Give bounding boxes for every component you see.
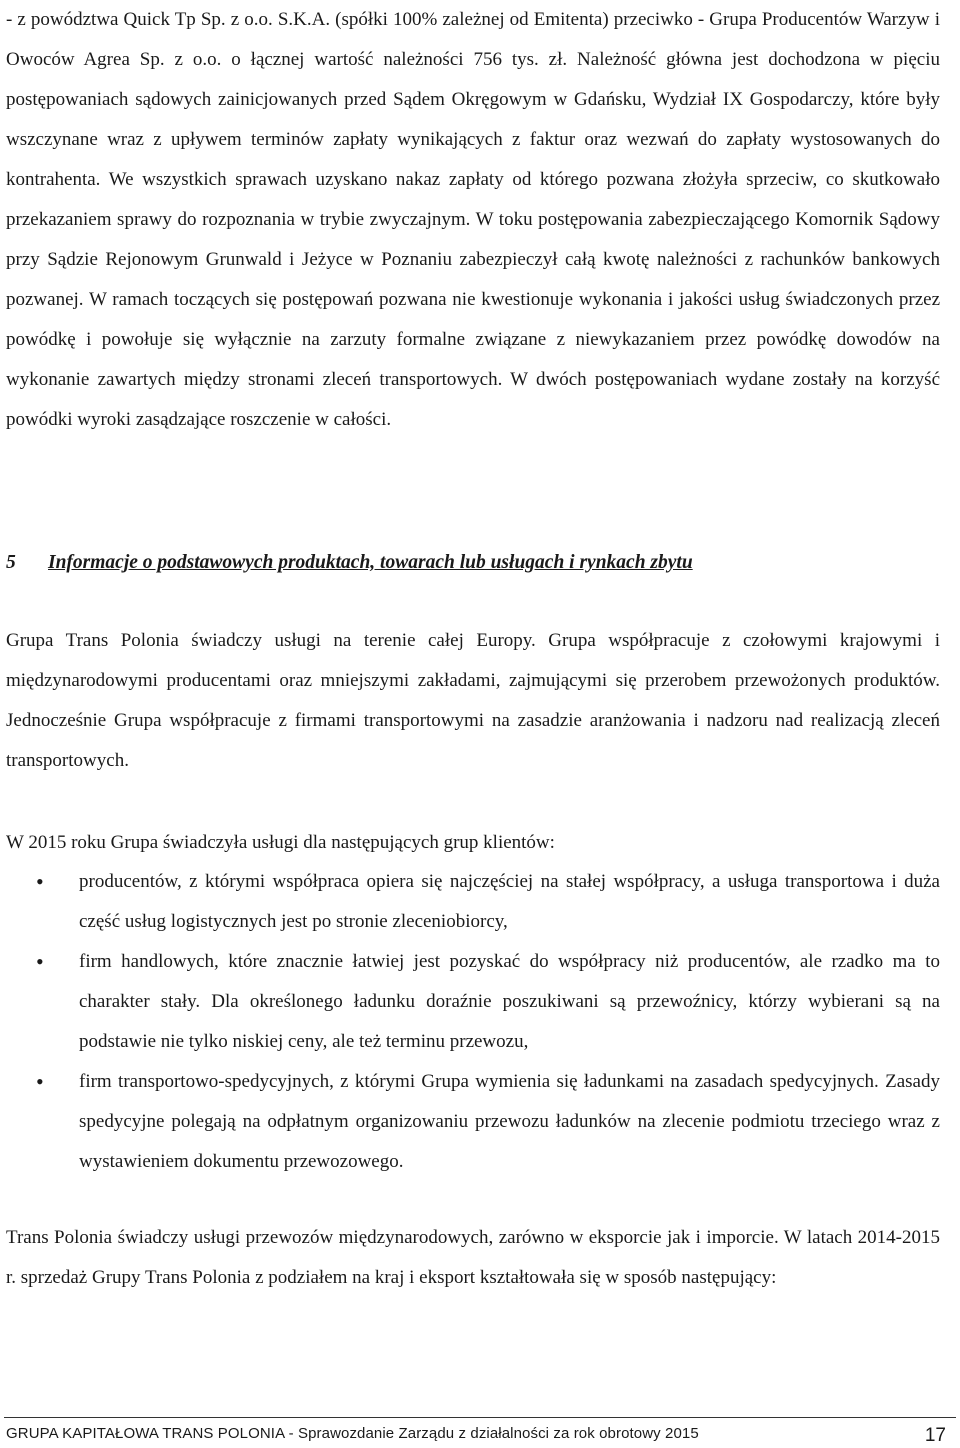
client-groups-list <box>6 862 940 1182</box>
section-heading <box>6 548 940 578</box>
list-item <box>6 942 940 1062</box>
paragraph-litigation: - z powództwa Quick Tp Sp. z o.o. S.K.A. (spółki 100% zależnej od Emitenta) przeciwko - Grupa Producentów Warzyw i Owoców Agrea Sp. z o.o. o łącznej wartość należności 756 tys. zł. Należność główna jest dochodzona w pięciu postępowaniach sądowych zainicjowanych przed Sądem Okręgowym w Gdańsku, Wydział IX Gospodarczy, które były wszczynane wraz z upływem terminów zapłaty wynikających z faktur oraz wezwań do zapłaty wystosowanych do kontrahenta. We wszystkich sprawach uzyskano nakaz zapłaty od którego pozwana złożyła sprzeciw, co skutkowało przekazaniem sprawy do rozpoznania w trybie zwyczajnym. W toku postępowania zabezpieczającego Komornik Sądowy przy Sądzie Rejonowym Grunwald i Jeżyce w Poznaniu zabezpieczył całą kwotę należności z rachunków bankowych pozwanej. W ramach toczących się postępowań pozwana nie kwestionuje wykonania i jakości usług świadczonych przez powódkę i powołuje się wyłącznie na zarzuty formalne związane z niewykazaniem przez powódkę dowodów na wykonanie zawartych między stronami zleceń transportowych. W dwóch postępowaniach wydane zostały na korzyść powódki wyroki zasądzające roszczenie w całości. <box>6 9 940 430</box>
bullet-icon: • <box>36 949 44 974</box>
footer-title: GRUPA KAPITAŁOWA TRANS POLONIA - Sprawozdanie Zarządu z działalności za rok obrotowy 2015 <box>6 1425 699 1442</box>
bullet-icon: • <box>36 869 44 894</box>
bullet-icon: • <box>36 1069 44 1094</box>
footer-divider <box>4 1417 956 1418</box>
paragraph-clients-intro: W 2015 roku Grupa świadczyła usługi dla następujących grup klientów: <box>6 832 555 853</box>
section-title: Informacje o podstawowych produktach, towarach lub usługach i rynkach zbytu <box>48 552 693 573</box>
page-number: 17 <box>924 1425 946 1446</box>
paragraph-international: Trans Polonia świadczy usługi przewozów międzynarodowych, zarówno w eksporcie jak i imporcie. W latach 2014-2015 r. sprzedaż Grupy Trans Polonia z podziałem na kraj i eksport kształtowała się w sposób następujący: <box>6 1227 940 1288</box>
list-item-text: producentów, z którymi współpraca opiera się najczęściej na stałej współpracy, a usługa transportowa i duża część usług logistycznych jest po stronie zleceniobiorcy, <box>79 871 940 932</box>
paragraph-products: Grupa Trans Polonia świadczy usługi na terenie całej Europy. Grupa współpracuje z czołowymi krajowymi i międzynarodowymi producentami oraz mniejszymi zakładami, zajmującymi się przerobem przewożonych produktów. Jednocześnie Grupa współpracuje z firmami transportowymi na zasadzie aranżowania i nadzoru nad realizacją zleceń transportowych. <box>6 630 940 771</box>
list-item <box>6 1062 940 1182</box>
list-item-text: firm handlowych, które znacznie łatwiej jest pozyskać do współpracy niż producentów, ale rzadko ma to charakter stały. Dla określonego ładunku doraźnie poszukiwani są przewoźnicy, którzy wybierani są na podstawie nie tylko niskiej ceny, ale też terminu przewozu, <box>79 951 940 1052</box>
list-item-text: firm transportowo-spedycyjnych, z którymi Grupa wymienia się ładunkami na zasadach spedycyjnych. Zasady spedycyjne polegają na odpłatnym organizowaniu przewozu ładunków na zlecenie podmiotu trzeciego wraz z wystawieniem dokumentu przewozowego. <box>79 1071 940 1172</box>
list-item <box>6 862 940 942</box>
section-number: 5 <box>6 552 16 573</box>
